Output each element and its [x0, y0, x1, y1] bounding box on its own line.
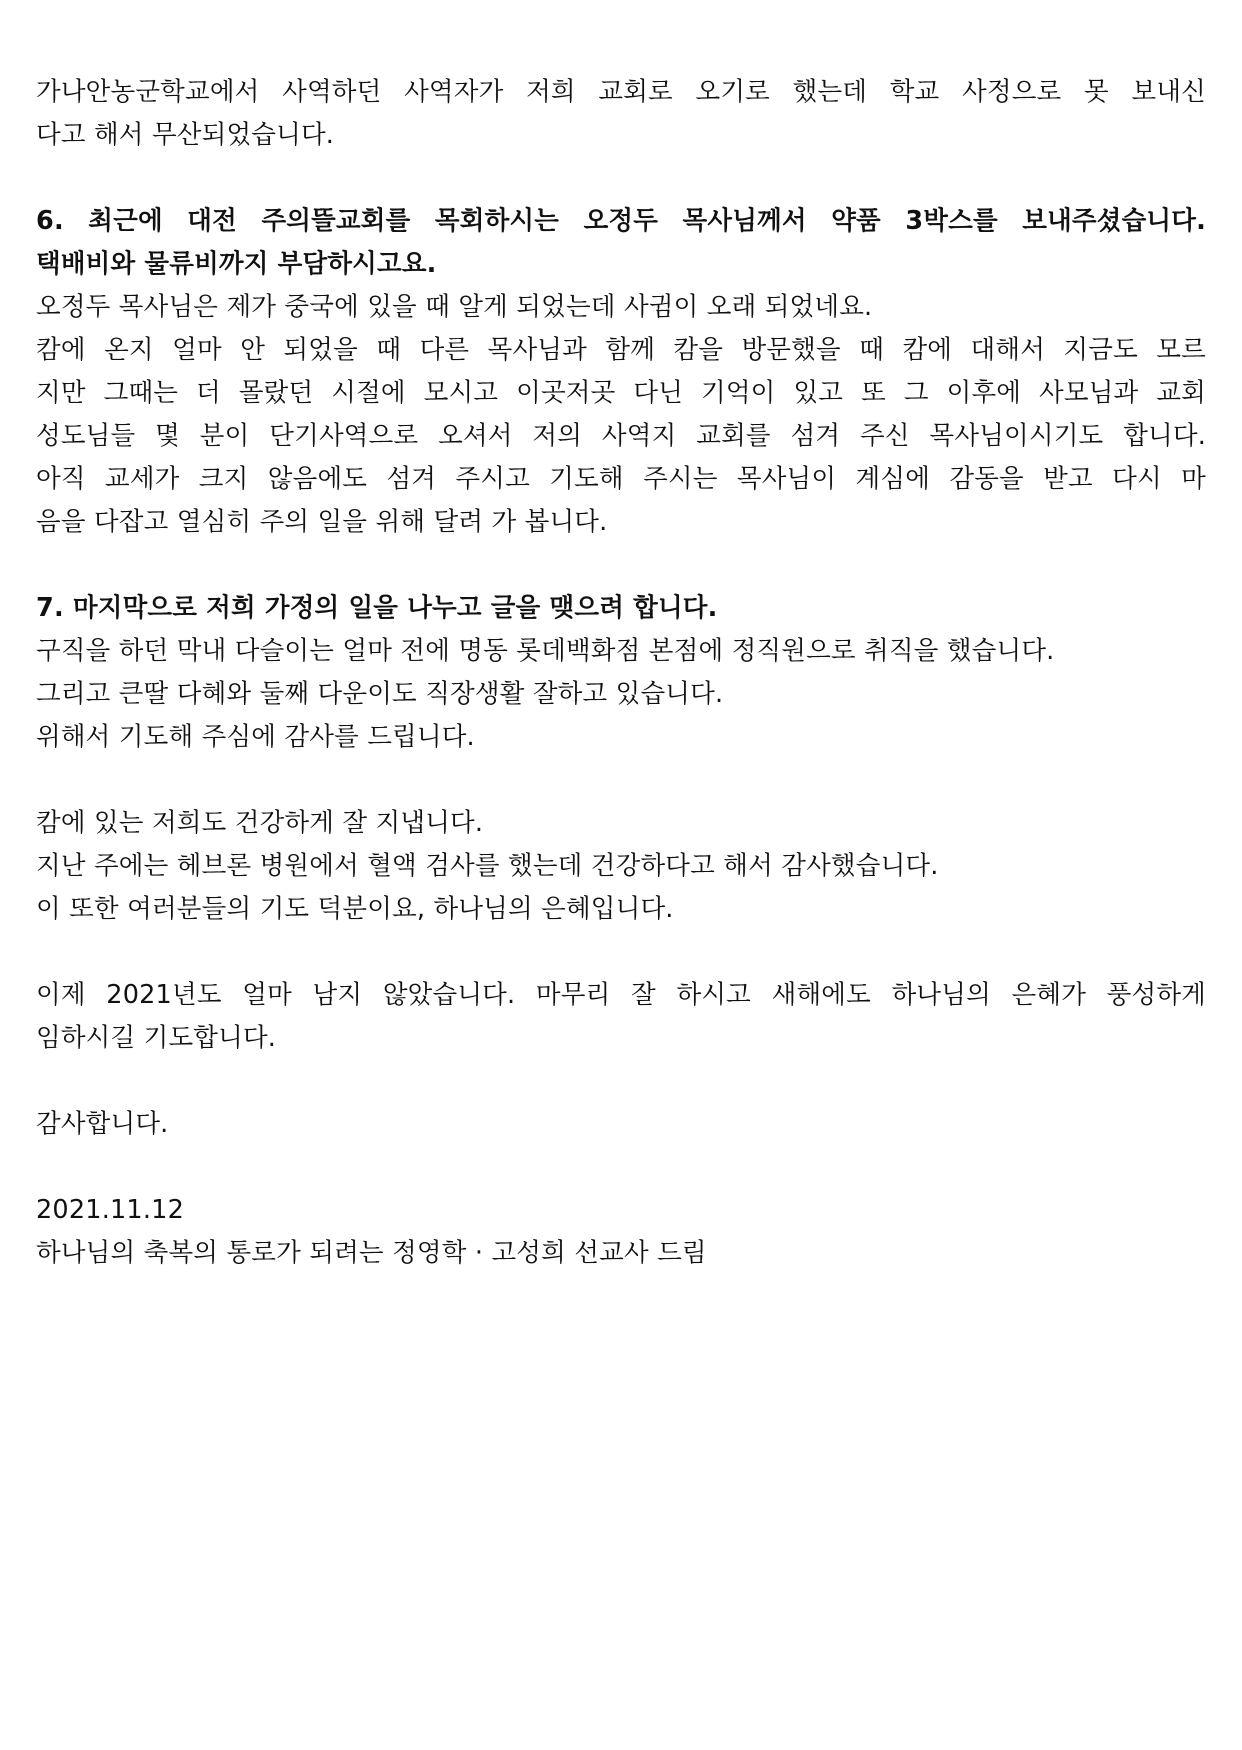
text-line: 임하시길 기도합니다.	[36, 1023, 277, 1053]
text-line: 오정두 목사님은 제가 중국에 있을 때 알게 되었는데 사귐이 오래 되었네요.	[36, 292, 873, 322]
newyear-paragraph	[36, 974, 1206, 1060]
signature-sender: 하나님의 축복의 통로가 되려는 정영학 · 고성희 선교사 드림	[36, 1238, 707, 1268]
section-7	[36, 587, 1206, 759]
text-line: 다고 해서 무산되었습니다.	[36, 120, 335, 150]
text-line: 가나안농군학교에서 사역하던 사역자가 저희 교회로 오기로 했는데 학교 사정으로 못 보내신	[36, 77, 1206, 107]
section-6	[36, 200, 1206, 544]
section-6-heading-cont: 택배비와 물류비까지 부담하시고요.	[36, 249, 437, 279]
text-line: 위해서 기도해 주심에 감사를 드립니다.	[36, 722, 475, 752]
text-line: 이 또한 여러분들의 기도 덕분이요, 하나님의 은혜입니다.	[36, 894, 674, 924]
text-line: 음을 다잡고 열심히 주의 일을 위해 달려 가 봅니다.	[36, 507, 608, 537]
text-line: 그리고 큰딸 다혜와 둘째 다운이도 직장생활 잘하고 있습니다.	[36, 679, 724, 709]
text-line: 캄에 온지 얼마 안 되었을 때 다른 목사님과 함께 캄을 방문했을 때 캄에 대해서 지금도 모르	[36, 335, 1206, 365]
text-line: 성도님들 몇 분이 단기사역으로 오셔서 저의 사역지 교회를 섬겨 주신 목사님이시기도 합니다.	[36, 421, 1206, 451]
section-7-heading: 7. 마지막으로 저희 가정의 일을 나누고 글을 맺으려 합니다.	[36, 593, 718, 623]
text-line: 구직을 하던 막내 다슬이는 얼마 전에 명동 롯데백화점 본점에 정직원으로 취직을 했습니다.	[36, 636, 1055, 666]
signature-block	[36, 1189, 1206, 1275]
text-line: 캄에 있는 저희도 건강하게 잘 지냅니다.	[36, 808, 484, 838]
paragraph-spacer	[36, 1146, 1206, 1189]
paragraph-spacer	[36, 759, 1206, 802]
health-paragraph	[36, 802, 1206, 931]
section-6-heading: 6. 최근에 대전 주의뜰교회를 목회하시는 오정두 목사님께서 약품 3박스를 보내주셨습니다.	[36, 206, 1206, 236]
paragraph-spacer	[36, 157, 1206, 200]
closing-text: 감사합니다.	[36, 1109, 169, 1139]
letter-page	[36, 71, 1206, 1275]
signature-date: 2021.11.12	[36, 1195, 185, 1225]
intro-paragraph	[36, 71, 1206, 157]
text-line: 지난 주에는 헤브론 병원에서 혈액 검사를 했는데 건강하다고 해서 감사했습니다.	[36, 851, 939, 881]
paragraph-spacer	[36, 544, 1206, 587]
paragraph-spacer	[36, 1060, 1206, 1103]
text-line: 지만 그때는 더 몰랐던 시절에 모시고 이곳저곳 다닌 기억이 있고 또 그 이후에 사모님과 교회	[36, 378, 1206, 408]
text-line: 아직 교세가 크지 않음에도 섬겨 주시고 기도해 주시는 목사님이 계심에 감동을 받고 다시 마	[36, 464, 1206, 494]
paragraph-spacer	[36, 931, 1206, 974]
text-line: 이제 2021년도 얼마 남지 않았습니다. 마무리 잘 하시고 새해에도 하나님의 은혜가 풍성하게	[36, 980, 1206, 1010]
closing-paragraph	[36, 1103, 1206, 1146]
